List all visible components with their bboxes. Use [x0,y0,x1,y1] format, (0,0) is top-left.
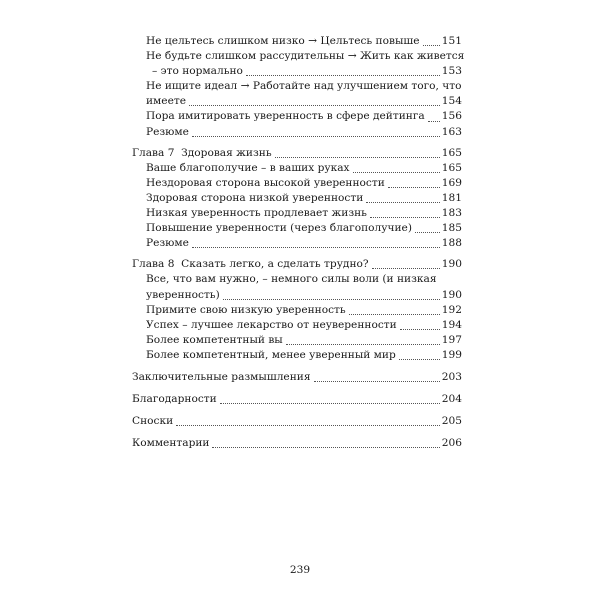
toc-entry-title: Повышение уверенности (через благополучие) [146,222,412,235]
toc-page-number: 190 [441,258,462,271]
toc-page-number: 181 [441,191,462,204]
toc-entry-title: Резюме [146,125,189,138]
dot-leader [428,121,440,122]
toc-entry-title: Пора имитировать уверенность в сфере дейтинга [146,110,425,123]
toc-page-number: 153 [441,65,462,78]
toc-entry [132,125,462,140]
toc-page-number: 165 [441,161,462,174]
dot-leader [353,172,440,173]
toc-entry [132,303,462,318]
toc-page-number: 185 [441,222,462,235]
toc-entry-title: Заключительные размышления [132,370,311,383]
dot-leader [366,202,440,203]
toc-page-number: 199 [441,348,462,361]
toc-entry [132,236,462,251]
dot-leader [388,187,440,188]
dot-leader [192,247,440,248]
dot-leader [286,344,440,345]
toc-page-number: 165 [441,146,462,159]
dot-leader [246,75,440,76]
toc-page-number: 203 [441,370,462,383]
toc-entry-title-line2: уверенность) [146,288,220,301]
toc-entry-title-line2: имеете [146,95,186,108]
toc-entry-title: Благодарности [132,393,217,406]
dot-leader [400,329,440,330]
toc-entry [132,272,462,302]
toc-entry [132,333,462,348]
toc-page-number: 169 [441,176,462,189]
dot-leader [415,232,440,233]
dot-leader [220,403,440,404]
toc-backmatter-entry [132,392,462,407]
toc-page-number: 204 [441,393,462,406]
toc-page-number: 183 [441,207,462,220]
toc-entry-title: Не цельтесь слишком низко → Цельтесь повыше [146,35,420,47]
dot-leader [314,381,440,382]
dot-leader [349,314,440,315]
toc-entry-title: Ваше благополучие – в ваших руках [146,161,350,174]
page-number-folio: 239 [289,564,311,576]
toc-page-number: 151 [441,35,462,47]
toc-entry [132,79,462,109]
chapter-title: Глава 8 Сказать легко, а сделать трудно? [132,258,369,271]
toc-entry-title-line2: – это нормально [152,65,243,78]
toc-entry-title-line1: Не будьте слишком рассудительны → Жить как живется [146,50,465,63]
toc-entry-title: Примите свою низкую уверенность [146,303,346,316]
toc-entry [132,49,465,79]
dot-leader [423,45,440,46]
toc-page-number: 188 [441,237,462,250]
dot-leader [399,359,440,360]
dot-leader [275,157,440,158]
toc-entry-title: Низкая уверенность продлевает жизнь [146,207,367,220]
dot-leader [189,105,440,106]
toc-entry-title-line1: Не ищите идеал → Работайте над улучшением того, что [146,80,462,93]
toc-page-number: 197 [441,333,462,346]
dot-leader [192,136,440,137]
toc-entry [132,161,462,176]
toc-entry-title-line1: Все, что вам нужно, – немного силы воли (и низкая [146,273,437,286]
toc-entry [132,206,462,221]
dot-leader [223,299,440,300]
toc-page-number: 163 [441,125,462,138]
toc-entry [132,176,462,191]
toc-backmatter-entry [132,436,462,451]
toc-backmatter-entry [132,370,462,385]
toc-chapter-heading [132,146,462,161]
toc-entry-title: Нездоровая сторона высокой уверенности [146,176,385,189]
toc-entry-title: Здоровая сторона низкой уверенности [146,191,364,204]
toc-entry [132,318,462,333]
toc-entry [132,221,462,236]
toc-page-number: 190 [441,288,462,301]
toc-entry [132,109,462,124]
dot-leader [370,217,440,218]
toc-entry-title: Резюме [146,237,189,250]
dot-leader [372,268,440,269]
toc-entry-title: Успех – лучшее лекарство от неуверенности [146,318,397,331]
toc-entry [132,348,462,363]
toc-page-number: 194 [441,318,462,331]
toc-backmatter-entry [132,414,462,429]
dot-leader [176,425,440,426]
toc-page-number: 205 [441,415,462,428]
chapter-title: Глава 7 Здоровая жизнь [132,146,272,159]
table-of-contents [132,34,465,451]
toc-entry-title: Сноски [132,415,174,428]
toc-entry-title: Комментарии [132,437,210,450]
dot-leader [212,447,439,448]
toc-chapter-heading [132,257,462,272]
toc-page-number: 154 [441,95,462,108]
toc-entry [132,34,462,49]
toc-entry-title: Более компетентный, менее уверенный мир [146,348,396,361]
toc-page-number: 192 [441,303,462,316]
toc-entry [132,191,462,206]
toc-entry-title: Более компетентный вы [146,333,283,346]
toc-page-number: 156 [441,110,462,123]
toc-page-number: 206 [441,437,462,450]
